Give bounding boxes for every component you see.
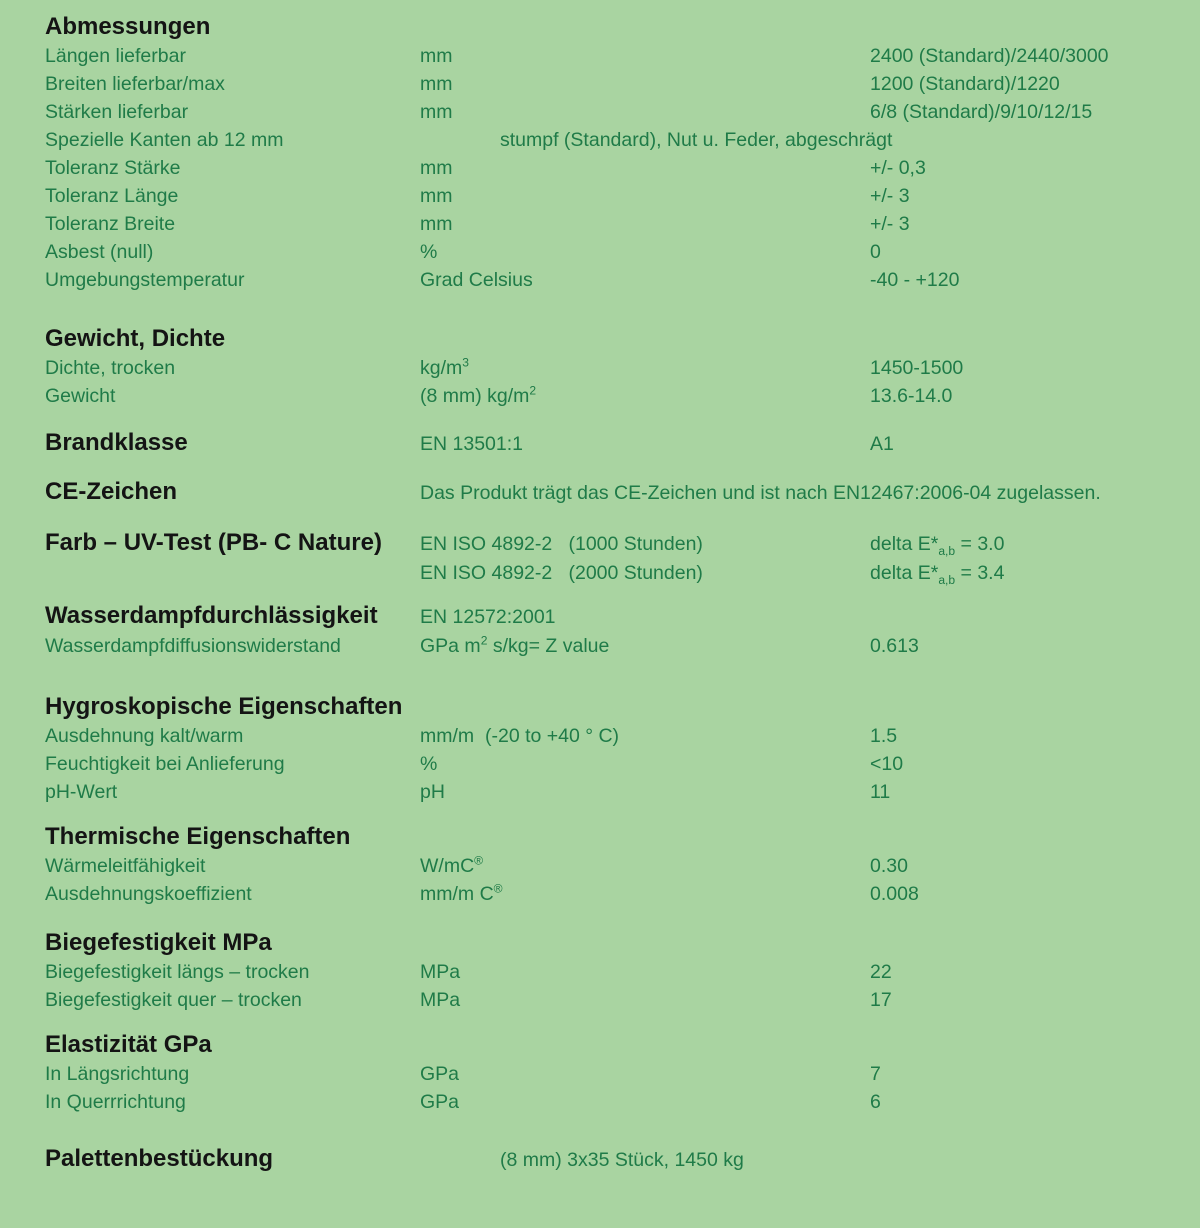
row-unit: (8 mm) $kg/m^2$: [420, 383, 537, 407]
row-unit: $kg/m^3$: [420, 355, 469, 379]
row-value: 0.613: [870, 635, 919, 657]
row-unit: %: [420, 241, 438, 263]
row-unit: %: [420, 753, 438, 775]
section-title-gewicht-dichte: Gewicht, Dichte: [45, 325, 226, 352]
section-row-wasserdampf: [45, 601, 1170, 632]
row-label: Biegefestigkeit quer – trocken: [45, 989, 302, 1011]
row-unit: MPa: [420, 989, 461, 1011]
row-value: 0.008: [870, 883, 919, 905]
table-row: [45, 238, 1170, 266]
row-value: 17: [870, 989, 892, 1011]
row-unit: mm: [420, 213, 453, 235]
row-label: Asbest (null): [45, 241, 154, 263]
row-unit: GPa: [420, 1091, 460, 1113]
table-row: [45, 210, 1170, 238]
row-unit: EN 12572:2001: [420, 606, 556, 628]
row-label: In Längsrichtung: [45, 1063, 190, 1085]
row-unit: pH: [420, 781, 445, 803]
table-row: [45, 722, 1170, 750]
section-row-ce-zeichen: [45, 477, 1170, 508]
row-value: delta $E*_{a,b} = 3.4$: [870, 562, 1005, 587]
section-row-paletten: [45, 1144, 1170, 1175]
row-label: Biegefestigkeit längs – trocken: [45, 961, 310, 983]
row-label: Toleranz Stärke: [45, 157, 181, 179]
subscript: a,b: [938, 543, 956, 558]
row-unit: mm: [420, 185, 453, 207]
row-value: 6: [870, 1091, 881, 1113]
row-value: +/- 3: [870, 185, 910, 207]
row-unit: mm/m C®: [420, 881, 503, 905]
row-value: <10: [870, 753, 904, 775]
row-label: In Querrrichtung: [45, 1091, 186, 1113]
row-label: Stärken lieferbar: [45, 101, 189, 123]
table-row: [45, 880, 1170, 908]
row-label: Breiten lieferbar/max: [45, 73, 225, 95]
table-row: [45, 42, 1170, 70]
registered-mark: ®: [474, 853, 484, 868]
row-value: A1: [870, 433, 894, 455]
row-label: pH-Wert: [45, 781, 118, 803]
table-row: [45, 70, 1170, 98]
table-row: [45, 1088, 1170, 1116]
row-value: 6/8 (Standard)/9/10/12/15: [870, 101, 1093, 123]
row-value: -40 - +120: [870, 269, 960, 291]
table-row: [45, 354, 1170, 382]
row-value: 13.6-14.0: [870, 385, 953, 407]
table-row: [45, 182, 1170, 210]
row-value: 22: [870, 961, 892, 983]
section-title-abmessungen: Abmessungen: [45, 13, 211, 40]
row-unit: GPa $m^2$ s/kg= Z value: [420, 633, 610, 657]
registered-mark: ®: [493, 881, 503, 896]
row-value: 1200 (Standard)/1220: [870, 73, 1060, 95]
row-unit: Grad Celsius: [420, 269, 533, 291]
row-label: Wasserdampfdiffusionswiderstand: [45, 635, 341, 657]
superscript: 2: [480, 633, 488, 648]
table-row: [45, 986, 1170, 1014]
section-title-thermisch: Thermische Eigenschaften: [45, 823, 351, 850]
row-value: 11: [870, 781, 891, 803]
row-label: Gewicht: [45, 385, 116, 407]
row-value: +/- 0,3: [870, 157, 926, 179]
section-title-ce-zeichen: CE-Zeichen: [45, 478, 178, 505]
section-title-hygroskopisch: Hygroskopische Eigenschaften: [45, 693, 403, 720]
row-label: Spezielle Kanten ab 12 mm: [45, 129, 284, 151]
table-row: [45, 958, 1170, 986]
row-value: 2400 (Standard)/2440/3000: [870, 45, 1109, 67]
row-value: 0: [870, 241, 881, 263]
row-unit: EN ISO 4892-2 (2000 Stunden): [420, 562, 703, 584]
table-row: [45, 750, 1170, 778]
section-title-farb-uv-test: Farb – UV-Test (PB- C Nature): [45, 529, 382, 556]
row-value: 0.30: [870, 855, 908, 877]
table-row: [45, 382, 1170, 410]
section-row-farb-uv-test: [45, 528, 1170, 559]
row-value: +/- 3: [870, 213, 910, 235]
ce-statement: Das Produkt trägt das CE-Zeichen und ist nach EN12467:2006-04 zugelassen.: [420, 482, 1101, 504]
section-title-wasserdampf: Wasserdampfdurchlässigkeit: [45, 602, 378, 629]
row-unit: MPa: [420, 961, 461, 983]
table-row: [45, 154, 1170, 182]
table-row: [45, 266, 1170, 294]
table-row: [45, 98, 1170, 126]
table-row: [45, 559, 1170, 587]
row-unit: mm/m (-20 to +40 ° C): [420, 725, 620, 747]
table-row: [45, 778, 1170, 806]
table-row: [45, 632, 1170, 660]
row-unit: mm: [420, 101, 453, 123]
section-title-brandklasse: Brandklasse: [45, 429, 188, 456]
superscript: 2: [529, 383, 537, 398]
row-unit: mm: [420, 73, 453, 95]
superscript: 3: [462, 355, 469, 370]
row-unit: EN 13501:1: [420, 433, 523, 455]
section-title-elastizitaet: Elastizität GPa: [45, 1031, 212, 1058]
row-unit: GPa: [420, 1063, 460, 1085]
row-value: 7: [870, 1063, 881, 1085]
row-value: 1450-1500: [870, 357, 964, 379]
row-value-wide: stumpf (Standard), Nut u. Feder, abgeschrägt: [500, 129, 893, 151]
section-row-brandklasse: [45, 428, 1170, 459]
row-unit: W/mC®: [420, 853, 484, 877]
table-row: [45, 126, 1170, 154]
row-label: Dichte, trocken: [45, 357, 176, 379]
row-label: Ausdehnung kalt/warm: [45, 725, 244, 747]
subscript: a,b: [938, 572, 956, 587]
row-label: Toleranz Breite: [45, 213, 176, 235]
row-label: Längen lieferbar: [45, 45, 186, 67]
section-title-biegefestigkeit: Biegefestigkeit MPa: [45, 929, 272, 956]
table-row: [45, 852, 1170, 880]
row-unit: mm: [420, 157, 453, 179]
row-unit: mm: [420, 45, 453, 67]
row-value: 1.5: [870, 725, 898, 747]
section-title-paletten: Palettenbestückung: [45, 1145, 274, 1172]
paletten-value: (8 mm) 3x35 Stück, 1450 kg: [500, 1149, 744, 1171]
row-label: Umgebungstemperatur: [45, 269, 245, 291]
row-unit: EN ISO 4892-2 (1000 Stunden): [420, 533, 703, 555]
table-row: [45, 1060, 1170, 1088]
row-label: Feuchtigkeit bei Anlieferung: [45, 753, 285, 775]
row-value: delta $E*_{a,b} = 3.0$: [870, 533, 1005, 558]
row-label: Ausdehnungskoeffizient: [45, 883, 252, 905]
row-label: Toleranz Länge: [45, 185, 179, 207]
row-label: Wärmeleitfähigkeit: [45, 855, 206, 877]
